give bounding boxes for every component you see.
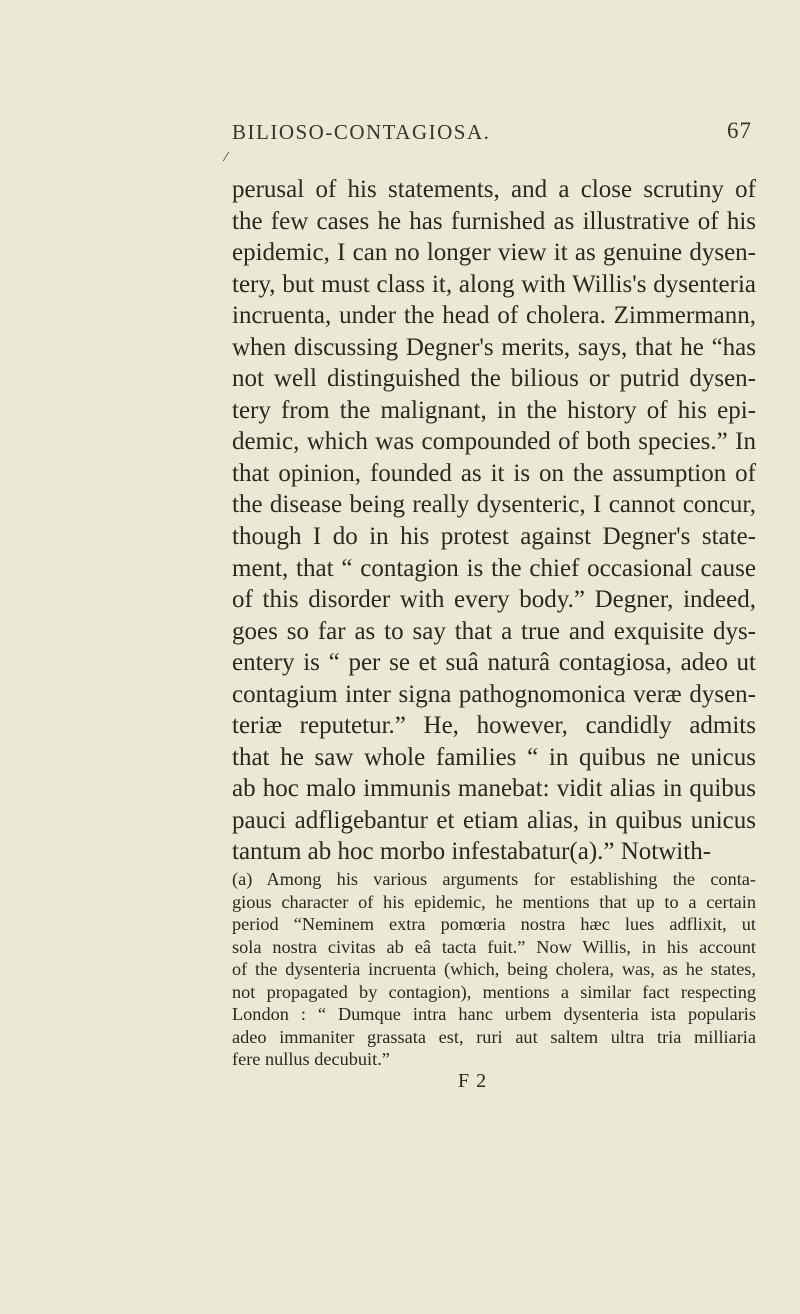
running-head bbox=[232, 120, 752, 150]
text-line: tery, but must class it, along with Willis's dysenteria bbox=[232, 270, 756, 298]
text-line: incruenta, under the head of cholera. Zimmermann, bbox=[232, 302, 756, 330]
text-line: of this disorder with every body.” Degner, indeed, bbox=[232, 586, 756, 614]
text-line: when discussing Degner's merits, says, that he “has bbox=[232, 333, 756, 361]
page-number: 67 bbox=[727, 118, 752, 143]
text-line: not well distinguished the bilious or putrid dysen- bbox=[232, 365, 756, 393]
text-line: the disease being really dysenteric, I cannot concur, bbox=[232, 491, 756, 519]
text-line: though I do in his protest against Degner's state- bbox=[232, 523, 756, 551]
footnote-line: fere nullus decubuit.” bbox=[232, 1049, 390, 1069]
printer-mark-icon: ⁄ bbox=[225, 150, 228, 164]
footnote-line: not propagated by contagion), mentions a similar fact respecting bbox=[232, 981, 756, 1002]
footnote bbox=[232, 868, 756, 1071]
footnote-line: of the dysenteria incruenta (which, being cholera, was, as he states, bbox=[232, 959, 756, 979]
footnote-line: sola nostra civitas ab eâ tacta fuit.” Now Willis, in his account bbox=[232, 936, 756, 957]
text-line: teriæ reputetur.” He, however, candidly admits bbox=[232, 712, 756, 740]
text-line: entery is “ per se et suâ naturâ contagiosa, adeo ut bbox=[232, 649, 756, 677]
text-line: pauci adfligebantur et etiam alias, in quibus unicus bbox=[232, 806, 756, 834]
body-text bbox=[232, 174, 756, 868]
text-line: tantum ab hoc morbo infestabatur(a).” Notwith- bbox=[232, 838, 712, 866]
text-line: perusal of his statements, and a close scrutiny of bbox=[232, 176, 756, 203]
footnote-line: period “Neminem extra pomœria nostra hæc lues adflixit, ut bbox=[232, 914, 756, 934]
text-line: ment, that “ contagion is the chief occasional cause bbox=[232, 554, 756, 582]
text-line: epidemic, I can no longer view it as genuine dysen- bbox=[232, 239, 756, 267]
footnote-line: (a) Among his various arguments for establishing the conta- bbox=[232, 869, 756, 889]
text-line: that opinion, founded as it is on the assumption of bbox=[232, 459, 756, 487]
text-line: ab hoc malo immunis manebat: vidit alias in quibus bbox=[232, 775, 756, 803]
text-line: contagium inter signa pathognomonica veræ dysen- bbox=[232, 680, 756, 708]
signature-mark: F 2 bbox=[458, 1070, 488, 1092]
text-line: tery from the malignant, in the history of his epi- bbox=[232, 396, 756, 424]
text-line: goes so far as to say that a true and exquisite dys- bbox=[232, 617, 756, 645]
running-title: BILIOSO-CONTAGIOSA. bbox=[232, 120, 491, 144]
text-line: the few cases he has furnished as illustrative of his bbox=[232, 207, 756, 235]
text-line: that he saw whole families “ in quibus ne unicus bbox=[232, 743, 756, 771]
footnote-line: London : “ Dumque intra hanc urbem dysenteria ista popularis bbox=[232, 1004, 756, 1024]
footnote-line: adeo immaniter grassata est, ruri aut saltem ultra tria milliaria bbox=[232, 1026, 756, 1047]
text-line: demic, which was compounded of both species.” In bbox=[232, 428, 756, 456]
footnote-line: gious character of his epidemic, he mentions that up to a certain bbox=[232, 891, 756, 912]
